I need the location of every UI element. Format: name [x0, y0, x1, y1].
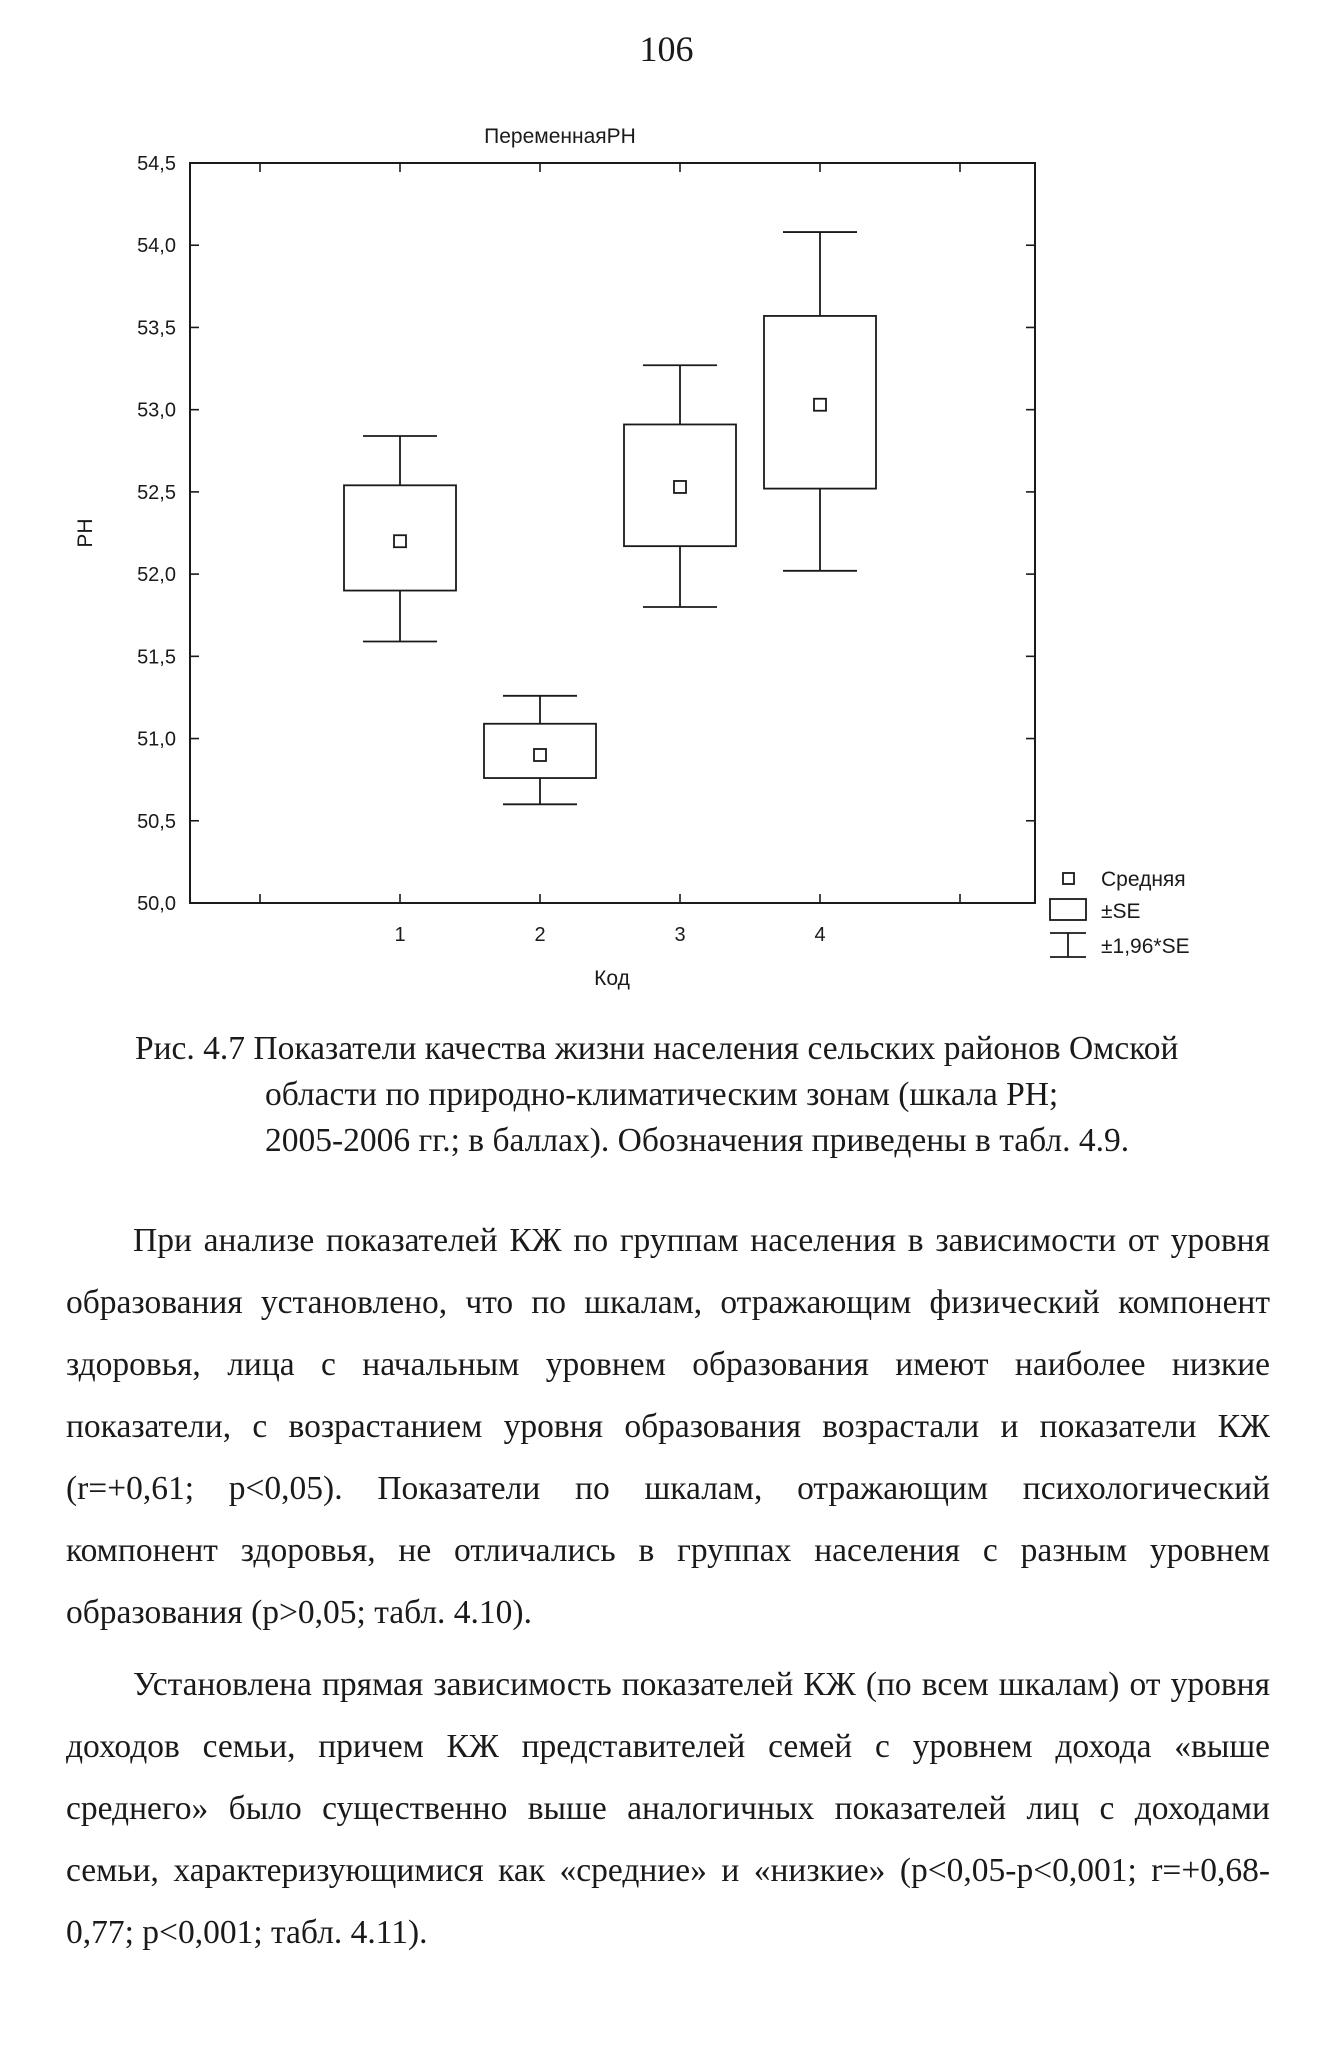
- legend-ci-label: ±1,96*SE: [1101, 935, 1190, 958]
- body-text: [66, 1210, 1270, 1974]
- x-tick-label: 2: [534, 924, 546, 946]
- y-tick-label: 50,0: [137, 893, 176, 915]
- figure-caption: [135, 1026, 1275, 1164]
- y-tick-label: 53,0: [137, 399, 176, 422]
- se-box: [624, 424, 736, 546]
- plot-frame: [190, 163, 1035, 903]
- se-box: [344, 485, 456, 590]
- legend-se-label: ±SE: [1101, 900, 1141, 923]
- se-box: [764, 316, 876, 489]
- x-tick-label: 3: [674, 924, 686, 946]
- legend-se-box: [1050, 899, 1086, 920]
- y-tick-label: 52,0: [137, 564, 176, 587]
- y-tick-label: 51,0: [137, 728, 176, 751]
- y-tick-label: 51,5: [137, 646, 176, 669]
- paragraph-2: Установлена прямая зависимость показателей КЖ (по всем шкалам) от уровня доходов семьи, причем КЖ представителей семей с уровнем дохода «выше среднего» было существенно выше аналогичных показателей лиц с доходами семьи, характеризующимися как «средние» и «низкие» (p<0,05-p<0,001; r=+0,68-0,77; p<0,001; табл. 4.11).: [66, 1666, 1270, 1951]
- y-tick-label: 54,0: [137, 235, 176, 258]
- y-tick-label: 52,5: [137, 481, 176, 504]
- paragraph-1: При анализе показателей КЖ по группам населения в зависимости от уровня образования установлено, что по шкалам, отражающим физический компонент здоровья, лица с начальным уровнем образования имеют наиболее низкие показатели, с возрастанием уровня образования возрастали и показатели КЖ (r=+0,61; p<0,05). Показатели по шкалам, отражающим психологический компонент здоровья, не отличались в группах населения с разным уровнем образования (p>0,05; табл. 4.10).: [66, 1222, 1270, 1631]
- y-axis-ticks: [137, 153, 1035, 915]
- legend-mean-marker: [1063, 873, 1074, 884]
- chart-legend: [1050, 868, 1190, 958]
- legend-mean-label: Средняя: [1101, 868, 1186, 891]
- caption-line-3: 2005-2006 гг.; в баллах). Обозначения приведены в табл. 4.9.: [265, 1122, 1130, 1159]
- x-axis-label: Код: [594, 967, 630, 990]
- caption-line-2: области по природно-климатическим зонам (шкала РН;: [265, 1076, 1059, 1113]
- caption-line-1: Рис. 4.7 Показатели качества жизни населения сельских районов Омской: [135, 1030, 1179, 1067]
- y-tick-label: 53,5: [137, 317, 176, 340]
- page-number: 106: [639, 29, 694, 69]
- y-tick-label: 54,5: [137, 153, 176, 175]
- se-box: [484, 724, 596, 778]
- chart-title: ПеременнаяРН: [484, 125, 636, 148]
- y-tick-label: 50,5: [137, 810, 176, 833]
- y-axis-label: РН: [74, 518, 97, 548]
- box-series: [344, 232, 876, 804]
- box-plot-chart: [0, 0, 1333, 1010]
- x-tick-label: 4: [814, 924, 826, 946]
- x-tick-label: 1: [394, 924, 406, 946]
